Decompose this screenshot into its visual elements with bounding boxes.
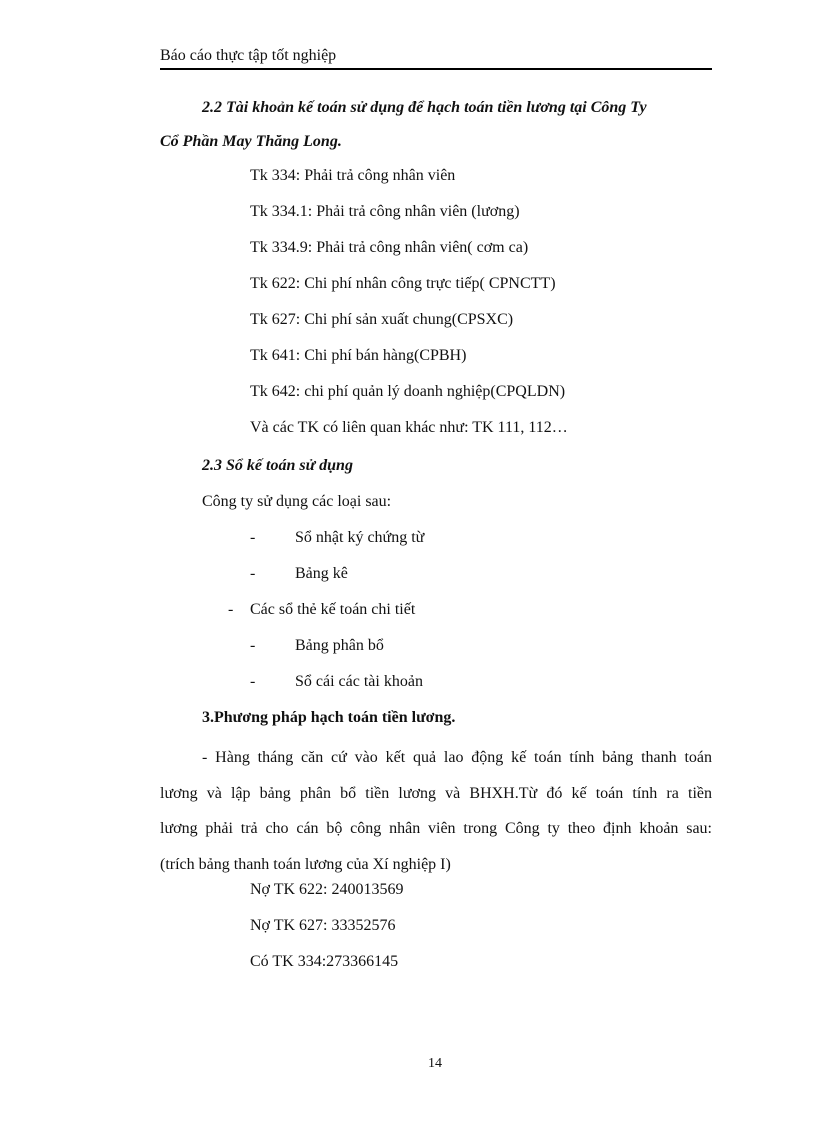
section-2-3-intro: Công ty sử dụng các loại sau: [202, 493, 392, 510]
page-header [160, 46, 712, 70]
account-item: Tk 334.1: Phải trả công nhân viên (lương) [250, 203, 520, 220]
book-item: Sổ cái các tài khoản [295, 673, 423, 690]
account-item: Tk 622: Chi phí nhân công trực tiếp( CPNCTT) [250, 275, 556, 292]
account-item: Tk 334.9: Phải trả công nhân viên( cơm ca) [250, 239, 529, 256]
account-item: Tk 627: Chi phí sản xuất chung(CPSXC) [250, 311, 514, 328]
list-dash: - [228, 601, 234, 618]
page-number: 14 [428, 1056, 442, 1071]
book-item: Sổ nhật ký chứng từ [295, 529, 425, 546]
book-item: Bảng phân bổ [295, 637, 384, 654]
section-3-title: 3.Phương pháp hạch toán tiền lương. [202, 709, 456, 726]
account-item: Tk 334: Phải trả công nhân viên [250, 167, 456, 184]
section-2-2-title-line1: 2.2 Tài khoản kế toán sử dụng để hạch toán tiền lương tại Công Ty [202, 99, 647, 116]
book-item: Các sổ thẻ kế toán chi tiết [250, 601, 416, 618]
list-dash: - [250, 637, 256, 654]
account-item: Tk 641: Chi phí bán hàng(CPBH) [250, 347, 467, 364]
header-title: Báo cáo thực tập tốt nghiệp [160, 47, 337, 64]
list-dash: - [250, 565, 256, 582]
section-2-2-title-line2: Cổ Phần May Thăng Long. [160, 133, 342, 150]
paragraph-line: lương phải trả cho cán bộ công nhân viên trong Công ty theo định khoản sau: [160, 820, 712, 837]
paragraph-line: (trích bảng thanh toán lương của Xí nghiệp I) [160, 855, 451, 873]
book-item: Bảng kê [295, 565, 348, 582]
section-2-3-title: 2.3 Sổ kế toán sử dụng [202, 457, 353, 474]
section-3-paragraph [160, 740, 712, 882]
paragraph-line: - Hàng tháng căn cứ vào kết quả lao động kế toán tính bảng thanh toán [202, 749, 712, 766]
paragraph-line: lương và lập bảng phân bổ tiền lương và BHXH.Từ đó kế toán tính ra tiền [160, 784, 712, 802]
list-dash: - [250, 673, 256, 690]
account-item: Và các TK có liên quan khác như: TK 111, 112… [250, 419, 568, 436]
journal-entry: Nợ TK 622: 240013569 [250, 881, 404, 898]
journal-entry: Có TK 334:273366145 [250, 953, 399, 970]
journal-entry: Nợ TK 627: 33352576 [250, 917, 396, 934]
account-item: Tk 642: chi phí quản lý doanh nghiệp(CPQLDN) [250, 383, 566, 400]
list-dash: - [250, 529, 256, 546]
